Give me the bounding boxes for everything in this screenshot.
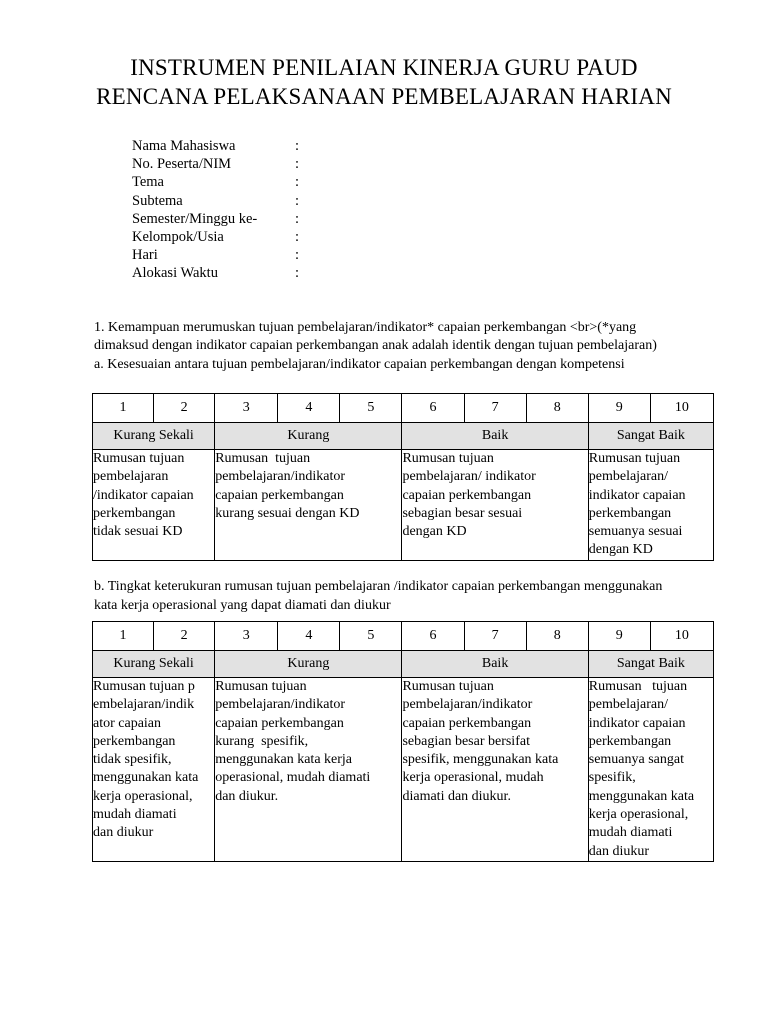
level-cell: Sangat Baik — [588, 651, 713, 678]
descriptor-cell — [93, 678, 215, 862]
descriptor-line: menggunakan kata kerja — [215, 752, 353, 768]
descriptor-line: Rumusan tujuan — [93, 451, 185, 466]
descriptor-line: perkembangan — [93, 505, 176, 521]
level-cell: Kurang Sekali — [93, 651, 215, 678]
identity-field-label: Hari — [132, 247, 158, 264]
descriptor-line: kurang spesifik, — [215, 733, 309, 749]
score-cell: 9 — [588, 622, 650, 651]
descriptor-line: Rumusan tujuan — [402, 451, 494, 466]
descriptor-line: /indikator capaian — [93, 487, 194, 503]
page-title-line1: INSTRUMEN PENILAIAN KINERJA GURU PAUD — [130, 55, 638, 80]
descriptor-cell — [588, 678, 713, 862]
descriptor-line: kerja operasional, mudah — [402, 770, 544, 786]
descriptor-line: ator capaian — [93, 715, 162, 731]
descriptor-line: capaian perkembangan — [215, 487, 344, 503]
descriptor-cell — [215, 678, 402, 862]
descriptor-line: indikator capaian — [588, 487, 686, 503]
score-cell: 1 — [93, 394, 154, 423]
descriptor-line: Rumusan tujuan — [588, 451, 681, 466]
score-cell: 4 — [278, 622, 340, 651]
score-cell: 3 — [215, 622, 278, 651]
descriptor-line: semuanya sesuai — [588, 524, 683, 540]
score-cell: 1 — [93, 622, 154, 651]
identity-field-colon: : — [295, 192, 300, 209]
descriptor-line: capaian perkembangan — [402, 715, 532, 731]
score-cell: 7 — [464, 394, 526, 423]
score-cell: 5 — [340, 394, 402, 423]
section1b-line1: b. Tingkat keterukuran rumusan tujuan pembelajaran /indikator capaian perkembangan menggunakan — [94, 579, 663, 594]
descriptor-line: dengan KD — [402, 524, 467, 540]
descriptor-line: Rumusan tujuan — [588, 679, 688, 694]
descriptor-line: menggunakan kata — [588, 788, 695, 804]
descriptor-row — [93, 450, 714, 561]
descriptor-cell — [402, 678, 588, 862]
descriptor-line: mudah diamati — [93, 807, 177, 823]
section1-line1: 1. Kemampuan merumuskan tujuan pembelajaran/indikator* capaian perkembangan <br>(*yang — [94, 320, 637, 335]
score-cell: 2 — [154, 622, 215, 651]
descriptor-line: dan diukur. — [215, 788, 279, 804]
descriptor-line: spesifik, — [588, 770, 636, 786]
level-cell: Kurang — [215, 651, 402, 678]
identity-field-colon: : — [295, 156, 300, 173]
descriptor-line: pembelajaran/ — [588, 697, 669, 713]
descriptor-line: perkembangan — [588, 733, 672, 749]
descriptor-line: capaian perkembangan — [402, 487, 532, 503]
score-cell: 4 — [278, 394, 340, 423]
descriptor-cell — [93, 450, 215, 561]
score-cell: 8 — [526, 622, 588, 651]
descriptor-line: perkembangan — [93, 733, 176, 749]
rubric-table-b — [92, 621, 714, 862]
section1-line2: dimaksud dengan indikator capaian perkembangan anak adalah identik dengan tujuan pembelajaran) — [94, 338, 657, 353]
descriptor-line: operasional, mudah diamati — [215, 770, 371, 786]
descriptor-line: menggunakan kata — [93, 770, 199, 786]
descriptor-line: spesifik, menggunakan kata — [402, 752, 559, 768]
descriptor-line: tidak sesuai KD — [93, 524, 183, 540]
descriptor-line: diamati dan diukur. — [402, 788, 511, 804]
identity-field-label: No. Peserta/NIM — [132, 156, 232, 173]
score-cell: 3 — [215, 394, 278, 423]
descriptor-line: pembelajaran — [93, 469, 169, 485]
identity-field-label: Alokasi Waktu — [132, 265, 218, 282]
section1a-heading: a. Kesesuaian antara tujuan pembelajaran/indikator capaian perkembangan dengan kompetensi — [94, 357, 625, 372]
descriptor-line: indikator capaian — [588, 715, 686, 731]
identity-field-colon: : — [295, 247, 300, 264]
descriptor-line: dan diukur — [588, 843, 650, 859]
descriptor-line: Rumusan tujuan — [215, 679, 307, 694]
descriptor-line: sebagian besar bersifat — [402, 733, 530, 749]
level-cell: Baik — [402, 423, 588, 450]
descriptor-line: perkembangan — [588, 505, 672, 521]
page-title-line2: RENCANA PELAKSANAAN PEMBELAJARAN HARIAN — [96, 84, 672, 109]
level-cell: Baik — [402, 651, 588, 678]
level-row — [93, 423, 714, 450]
score-cell: 6 — [402, 394, 464, 423]
descriptor-line: Rumusan tujuan — [215, 451, 311, 466]
descriptor-line: pembelajaran/indikator — [215, 697, 346, 713]
descriptor-line: kerja operasional, — [93, 788, 193, 804]
descriptor-cell — [588, 450, 713, 561]
identity-field-colon: : — [295, 174, 300, 191]
identity-field-label: Kelompok/Usia — [132, 228, 224, 245]
descriptor-line: embelajaran/indik — [93, 697, 195, 713]
score-cell: 7 — [464, 622, 526, 651]
level-cell: Kurang Sekali — [93, 423, 215, 450]
descriptor-line: kurang sesuai dengan KD — [215, 505, 360, 521]
descriptor-line: pembelajaran/indikator — [215, 469, 346, 485]
score-cell: 10 — [650, 394, 713, 423]
descriptor-line: semuanya sangat — [588, 752, 684, 768]
score-cell: 5 — [340, 622, 402, 651]
identity-field-label: Nama Mahasiswa — [132, 138, 236, 154]
descriptor-line: tidak spesifik, — [93, 752, 172, 768]
score-cell: 6 — [402, 622, 464, 651]
level-cell: Kurang — [215, 423, 402, 450]
identity-field-label: Tema — [132, 174, 164, 191]
descriptor-line: Rumusan tujuan — [402, 679, 494, 694]
descriptor-line: Rumusan tujuan p — [93, 679, 195, 694]
score-cell: 8 — [526, 394, 588, 423]
descriptor-row — [93, 678, 714, 862]
score-row — [93, 622, 714, 651]
rubric-table-a — [92, 393, 714, 561]
descriptor-line: dan diukur — [93, 825, 154, 841]
descriptor-line: sebagian besar sesuai — [402, 505, 523, 521]
section1b-line2: kata kerja operasional yang dapat diamati dan diukur — [94, 598, 391, 613]
score-cell: 9 — [588, 394, 650, 423]
descriptor-line: pembelajaran/indikator — [402, 697, 533, 713]
descriptor-line: dengan KD — [588, 542, 653, 558]
identity-field-colon: : — [295, 138, 300, 154]
score-cell: 2 — [154, 394, 215, 423]
identity-field-colon: : — [295, 228, 300, 245]
descriptor-line: kerja operasional, — [588, 807, 689, 823]
score-row — [93, 394, 714, 423]
identity-field-colon: : — [295, 265, 300, 282]
identity-field-colon: : — [295, 210, 300, 227]
identity-field-label: Semester/Minggu ke- — [132, 210, 258, 227]
descriptor-line: mudah diamati — [588, 825, 673, 841]
descriptor-cell — [215, 450, 402, 561]
level-row — [93, 651, 714, 678]
descriptor-line: pembelajaran/ indikator — [402, 469, 536, 485]
descriptor-line: pembelajaran/ — [588, 469, 669, 485]
score-cell: 10 — [650, 622, 713, 651]
level-cell: Sangat Baik — [588, 423, 713, 450]
identity-field-label: Subtema — [132, 192, 183, 209]
descriptor-line: capaian perkembangan — [215, 715, 344, 731]
descriptor-cell — [402, 450, 588, 561]
